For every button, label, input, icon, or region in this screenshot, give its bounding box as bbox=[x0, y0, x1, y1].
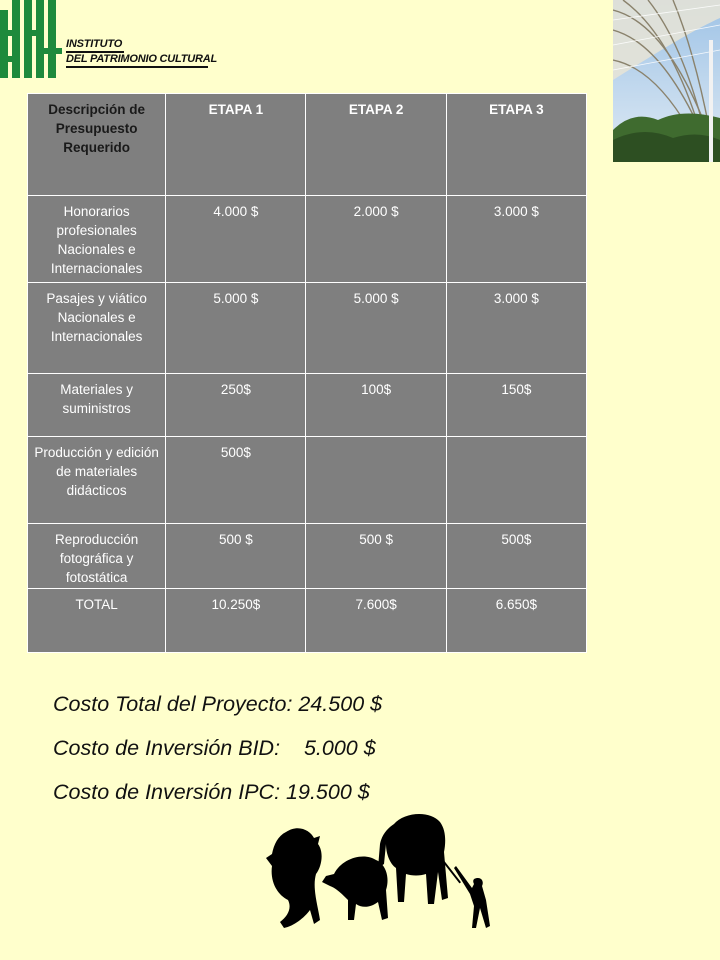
row-value: 5.000 $ bbox=[306, 283, 446, 374]
row-value: 5.000 $ bbox=[166, 283, 306, 374]
budget-table bbox=[27, 93, 587, 653]
row-label: Producción y edición de materiales didácticos bbox=[28, 437, 166, 524]
row-value: 3.000 $ bbox=[446, 283, 586, 374]
table-row bbox=[28, 283, 587, 374]
row-value: 250$ bbox=[166, 374, 306, 437]
row-value bbox=[306, 437, 446, 524]
table-row bbox=[28, 196, 587, 283]
row-label: Reproducción fotográfica y fotostática bbox=[28, 524, 166, 589]
logo-mark-icon bbox=[0, 0, 62, 78]
total-value: 7.600$ bbox=[306, 589, 446, 653]
logo-line-1: INSTITUTO bbox=[66, 38, 123, 50]
header-stage-3: ETAPA 3 bbox=[446, 94, 586, 196]
row-label: Pasajes y viático Nacionales e Internacionales bbox=[28, 283, 166, 374]
row-value: 100$ bbox=[306, 374, 446, 437]
total-value: 6.650$ bbox=[446, 589, 586, 653]
table-row bbox=[28, 374, 587, 437]
row-label: Honorarios profesionales Nacionales e Internacionales bbox=[28, 196, 166, 283]
row-value: 2.000 $ bbox=[306, 196, 446, 283]
header-stage-1: ETAPA 1 bbox=[166, 94, 306, 196]
table-header-row bbox=[28, 94, 587, 196]
table-row bbox=[28, 437, 587, 524]
prehistoric-animals-silhouette-icon bbox=[264, 808, 496, 934]
total-value: 10.250$ bbox=[166, 589, 306, 653]
row-value: 500$ bbox=[446, 524, 586, 589]
row-value: 4.000 $ bbox=[166, 196, 306, 283]
header-description: Descripción de Presupuesto Requerido bbox=[28, 94, 166, 196]
row-value: 3.000 $ bbox=[446, 196, 586, 283]
total-label: TOTAL bbox=[28, 589, 166, 653]
total-cost-line: Costo Total del Proyecto: 24.500 $ bbox=[53, 692, 383, 716]
architecture-photo bbox=[613, 0, 720, 162]
architecture-canopy-photo-icon bbox=[613, 0, 720, 162]
row-label: Materiales y suministros bbox=[28, 374, 166, 437]
row-value: 500 $ bbox=[166, 524, 306, 589]
table-total-row bbox=[28, 589, 587, 653]
header-stage-2: ETAPA 2 bbox=[306, 94, 446, 196]
cost-summary bbox=[53, 686, 613, 818]
logo-text bbox=[66, 38, 218, 68]
table-row bbox=[28, 524, 587, 589]
row-value: 500 $ bbox=[306, 524, 446, 589]
row-value: 500$ bbox=[166, 437, 306, 524]
bid-cost-line: Costo de Inversión BID: 5.000 $ bbox=[53, 736, 376, 760]
institute-logo bbox=[0, 0, 218, 80]
logo-rule-long bbox=[66, 66, 208, 68]
row-value: 150$ bbox=[446, 374, 586, 437]
row-value bbox=[446, 437, 586, 524]
logo-line-2: DEL PATRIMONIO CULTURAL bbox=[66, 53, 218, 65]
ipc-cost-line: Costo de Inversión IPC: 19.500 $ bbox=[53, 780, 370, 804]
